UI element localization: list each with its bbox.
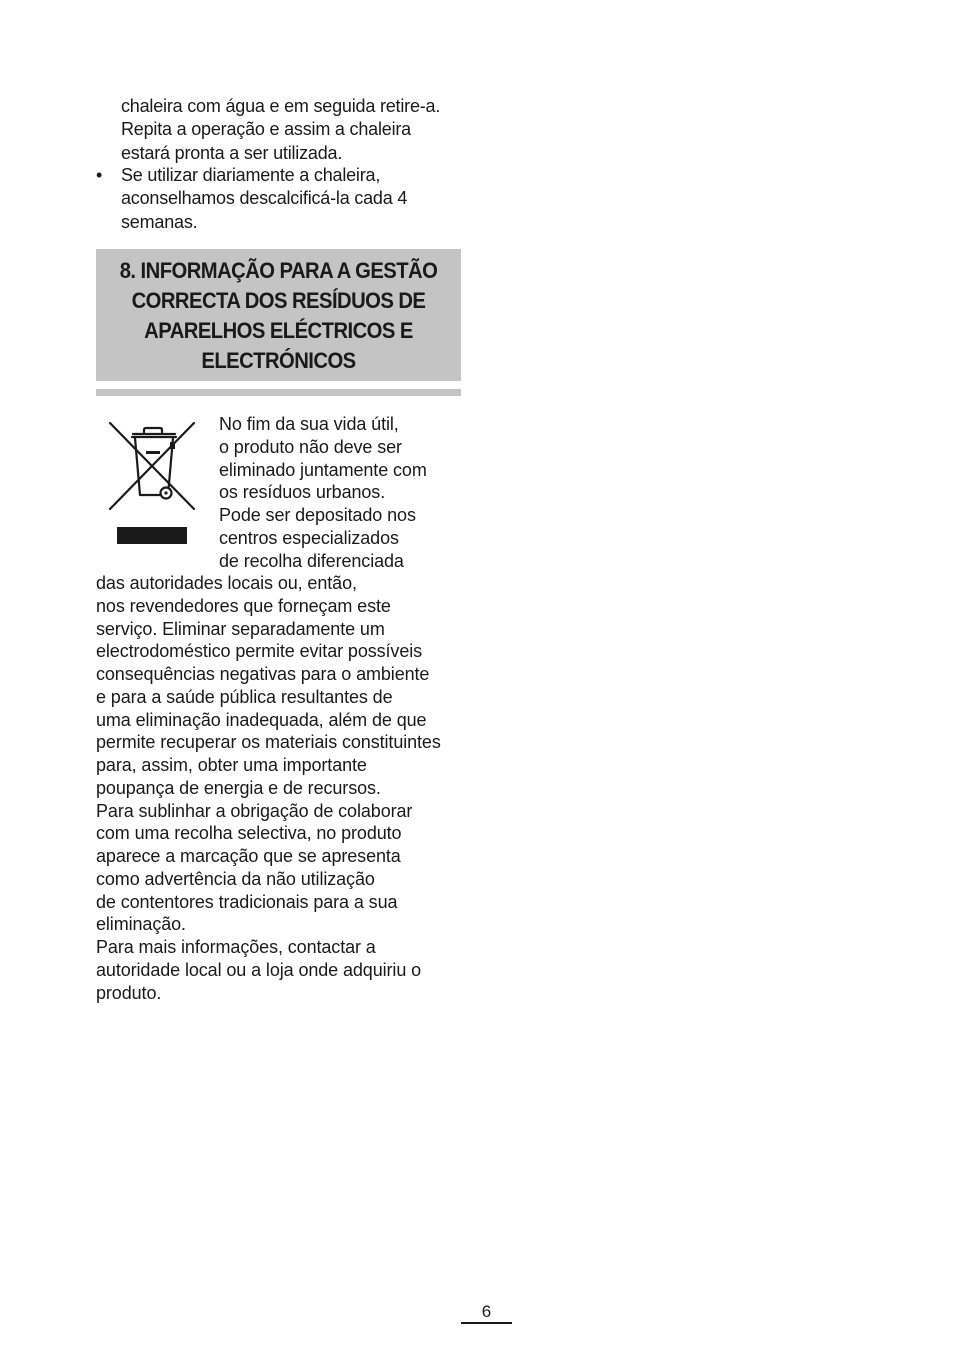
text-line: para, assim, obter uma importante [96, 755, 367, 775]
text-line: como advertência da não utilização [96, 868, 375, 889]
text-line: o produto não deve ser [219, 436, 402, 457]
text-line: eliminação. [96, 914, 186, 935]
heading-line: ELECTRÓNICOS [201, 348, 356, 373]
body-text-beside-icon [219, 413, 427, 572]
text-line: de recolha diferenciada [219, 550, 404, 571]
text-line: nos revendedores que forneçam este [96, 595, 391, 616]
body-text-full-width [96, 572, 441, 1004]
text-line: consequências negativas para o ambiente [96, 664, 430, 684]
text-line: das autoridades locais ou, então, [96, 573, 357, 593]
text-line: Repita a operação e assim a chaleira [121, 119, 411, 140]
text-line: Pode ser depositado nos [219, 505, 416, 525]
text-line: uma eliminação inadequada, além de que [96, 709, 427, 730]
page-number-underline [461, 1322, 512, 1324]
text-line: electrodoméstico permite evitar possíveis [96, 641, 423, 662]
text-line: semanas. [121, 211, 198, 232]
heading-line: 8. INFORMAÇÃO PARA A GESTÃO [119, 258, 438, 283]
text-line: e para a saúde pública resultantes de [96, 686, 393, 707]
text-line: serviço. Eliminar separadamente um [96, 618, 385, 639]
text-line: Para mais informações, contactar a [96, 937, 376, 957]
text-line: centros especializados [219, 527, 399, 548]
text-line: No fim da sua vida útil, [219, 414, 399, 434]
text-line: autoridade local ou a loja onde adquiriu o [96, 959, 422, 980]
page-number: 6 [481, 1302, 492, 1321]
text-line: com uma recolha selectiva, no produto [96, 823, 402, 844]
continuation-paragraph [121, 95, 440, 165]
bullet-text [121, 164, 407, 234]
text-line: permite recuperar os materiais constituintes [96, 732, 441, 753]
text-line: aconselhamos descalcificá-la cada 4 [121, 188, 408, 209]
section-heading-box [96, 249, 461, 381]
text-line: de contentores tradicionais para a sua [96, 891, 398, 912]
text-line: poupança de energia e de recursos. [96, 777, 381, 798]
heading-line: APARELHOS ELÉCTRICOS E [144, 318, 413, 343]
text-line: os resíduos urbanos. [219, 482, 386, 503]
text-line: Para sublinhar a obrigação de colaborar [96, 800, 413, 821]
text-line: eliminado juntamente com [219, 459, 427, 480]
text-line: produto. [96, 982, 162, 1003]
heading-divider [96, 389, 461, 396]
bullet-icon: • [96, 165, 103, 185]
heading-line: CORRECTA DOS RESÍDUOS DE [131, 288, 426, 313]
text-line: estará pronta a ser utilizada. [121, 142, 343, 163]
text-line: Se utilizar diariamente a chaleira, [121, 165, 381, 185]
text-line: aparece a marcação que se apresenta [96, 846, 401, 866]
crossed-out-wheelie-bin-icon [108, 421, 196, 547]
section-heading [111, 256, 447, 376]
text-line: chaleira com água e em seguida retire-a. [121, 96, 441, 116]
